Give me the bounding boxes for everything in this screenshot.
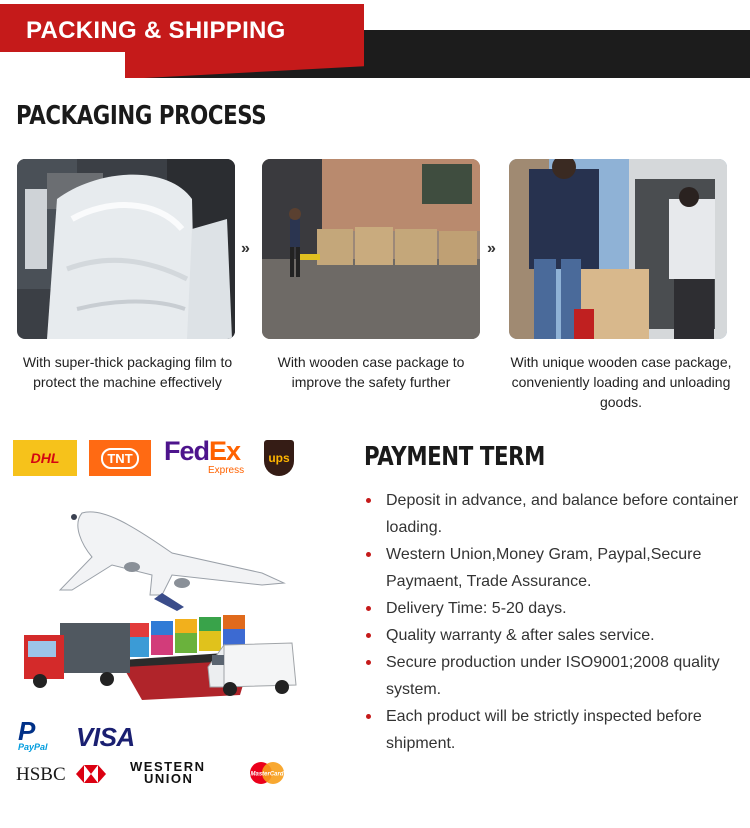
- paypal-p-mark: P: [18, 716, 36, 746]
- paypal-logo: [18, 716, 56, 756]
- payment-item: Deposit in advance, and balance before container loading.: [364, 487, 750, 541]
- payment-title: PAYMENT TERM: [364, 442, 545, 472]
- visa-logo: VISA: [76, 722, 135, 752]
- photo-loading-truck: [509, 159, 727, 339]
- hsbc-logo: HSBC: [16, 764, 66, 785]
- mastercard-logo: [247, 761, 287, 785]
- fedex-ex-text: Ex: [209, 436, 241, 466]
- caption-step-1: With super-thick packaging film to protect the machine effectively: [22, 354, 233, 390]
- shipping-illustration: [12, 495, 308, 710]
- payment-item: Western Union,Money Gram, Paypal,Secure Paymaent, Trade Assurance.: [364, 541, 750, 595]
- airplane-icon: [60, 512, 284, 611]
- dhl-logo: DHL: [13, 440, 77, 476]
- tnt-logo-text: TNT: [101, 448, 138, 469]
- photo-wooden-cases: [262, 159, 480, 339]
- caption-step-3: With unique wooden case package, conveniently loading and unloading goods.: [510, 354, 732, 410]
- header-red-band: [0, 4, 364, 52]
- payment-item: Quality warranty & after sales service.: [364, 622, 750, 649]
- packaging-title: PACKAGING PROCESS: [16, 101, 267, 131]
- arrow-step-2: »: [487, 240, 496, 257]
- western-union-line-2: UNION: [144, 771, 194, 786]
- mastercard-text: MasterCard: [250, 771, 284, 778]
- fedex-fed-text: Fed: [164, 436, 210, 466]
- arrow-step-1: »: [241, 240, 250, 257]
- truck-icon: [24, 623, 130, 688]
- caption-step-2: With wooden case package to improve the safety further: [277, 354, 465, 390]
- payment-terms-list: [364, 487, 750, 757]
- payment-item: Delivery Time: 5-20 days.: [364, 595, 750, 622]
- tnt-logo: [89, 440, 151, 476]
- western-union-line-1: WESTERN: [130, 759, 206, 774]
- western-union-logo: [130, 761, 206, 785]
- payment-item: Secure production under ISO9001;2008 quality system.: [364, 649, 750, 703]
- fedex-logo: [164, 436, 254, 478]
- hsbc-hexagon-icon: [76, 765, 106, 783]
- paypal-text: PayPal: [18, 742, 48, 752]
- photo-film-wrapped-machine: [17, 159, 235, 339]
- section-banner-title: PACKING & SHIPPING: [26, 17, 286, 44]
- ups-logo: ups: [264, 440, 294, 476]
- fedex-express-text: Express: [208, 465, 245, 476]
- payment-item: Each product will be strictly inspected before shipment.: [364, 703, 750, 757]
